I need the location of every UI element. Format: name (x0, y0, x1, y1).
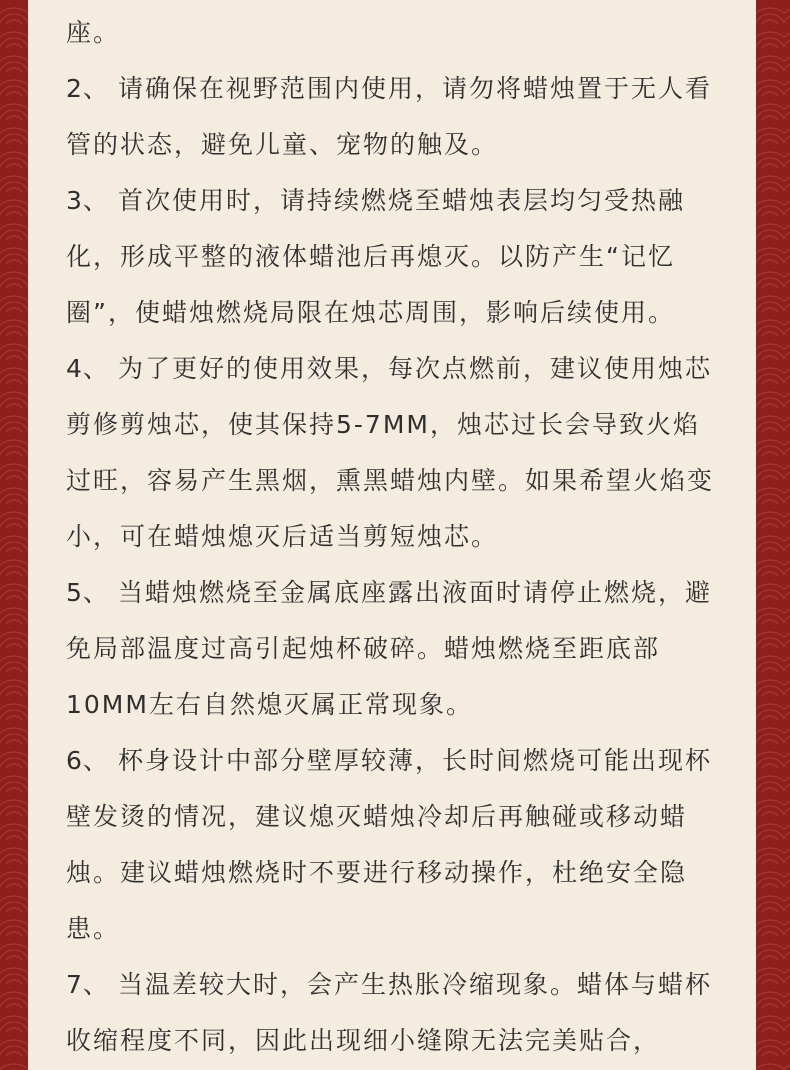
instruction-number: 7、 (66, 970, 109, 999)
instruction-continued (66, 5, 726, 61)
instruction-6 (66, 733, 726, 957)
instruction-text: 首次使用时，请持续燃烧至蜡烛表层均匀受热融化，形成平整的液体蜡池后再熄灭。以防产生“记忆圈”，使蜡烛燃烧局限在烛芯周围，影响后续使用。 (66, 186, 686, 327)
instruction-3 (66, 173, 726, 341)
instruction-number: 2、 (66, 74, 109, 103)
instruction-text: 请确保在视野范围内使用，请勿将蜡烛置于无人看管的状态，避免儿童、宠物的触及。 (66, 74, 713, 159)
instruction-text: 当蜡烛燃烧至金属底座露出液面时请停止燃烧，避免局部温度过高引起烛杯破碎。蜡烛燃烧至距底部10MM左右自然熄灭属正常现象。 (66, 578, 713, 719)
instruction-text: 座。 (66, 18, 121, 47)
instruction-7 (66, 957, 726, 1069)
instruction-text: 为了更好的使用效果，每次点燃前，建议使用烛芯剪修剪烛芯，使其保持5-7MM，烛芯过长会导致火焰过旺，容易产生黑烟，熏黑蜡烛内壁。如果希望火焰变小，可在蜡烛熄灭后适当剪短烛芯。 (66, 354, 715, 551)
instruction-number: 3、 (66, 186, 109, 215)
instruction-4 (66, 341, 726, 565)
instruction-2 (66, 61, 726, 173)
instruction-5 (66, 565, 726, 733)
instruction-text: 当温差较大时，会产生热胀冷缩现象。蜡体与蜡杯收缩程度不同，因此出现细小缝隙无法完美贴合， (66, 970, 713, 1055)
instruction-text: 杯身设计中部分壁厚较薄，长时间燃烧可能出现杯壁发烫的情况，建议熄灭蜡烛冷却后再触碰或移动蜡烛。建议蜡烛燃烧时不要进行移动操作，杜绝安全隐患。 (66, 746, 713, 943)
instruction-number: 6、 (66, 746, 109, 775)
instruction-number: 5、 (66, 578, 109, 607)
instructions-panel (28, 0, 756, 1070)
instruction-number: 4、 (66, 354, 109, 383)
